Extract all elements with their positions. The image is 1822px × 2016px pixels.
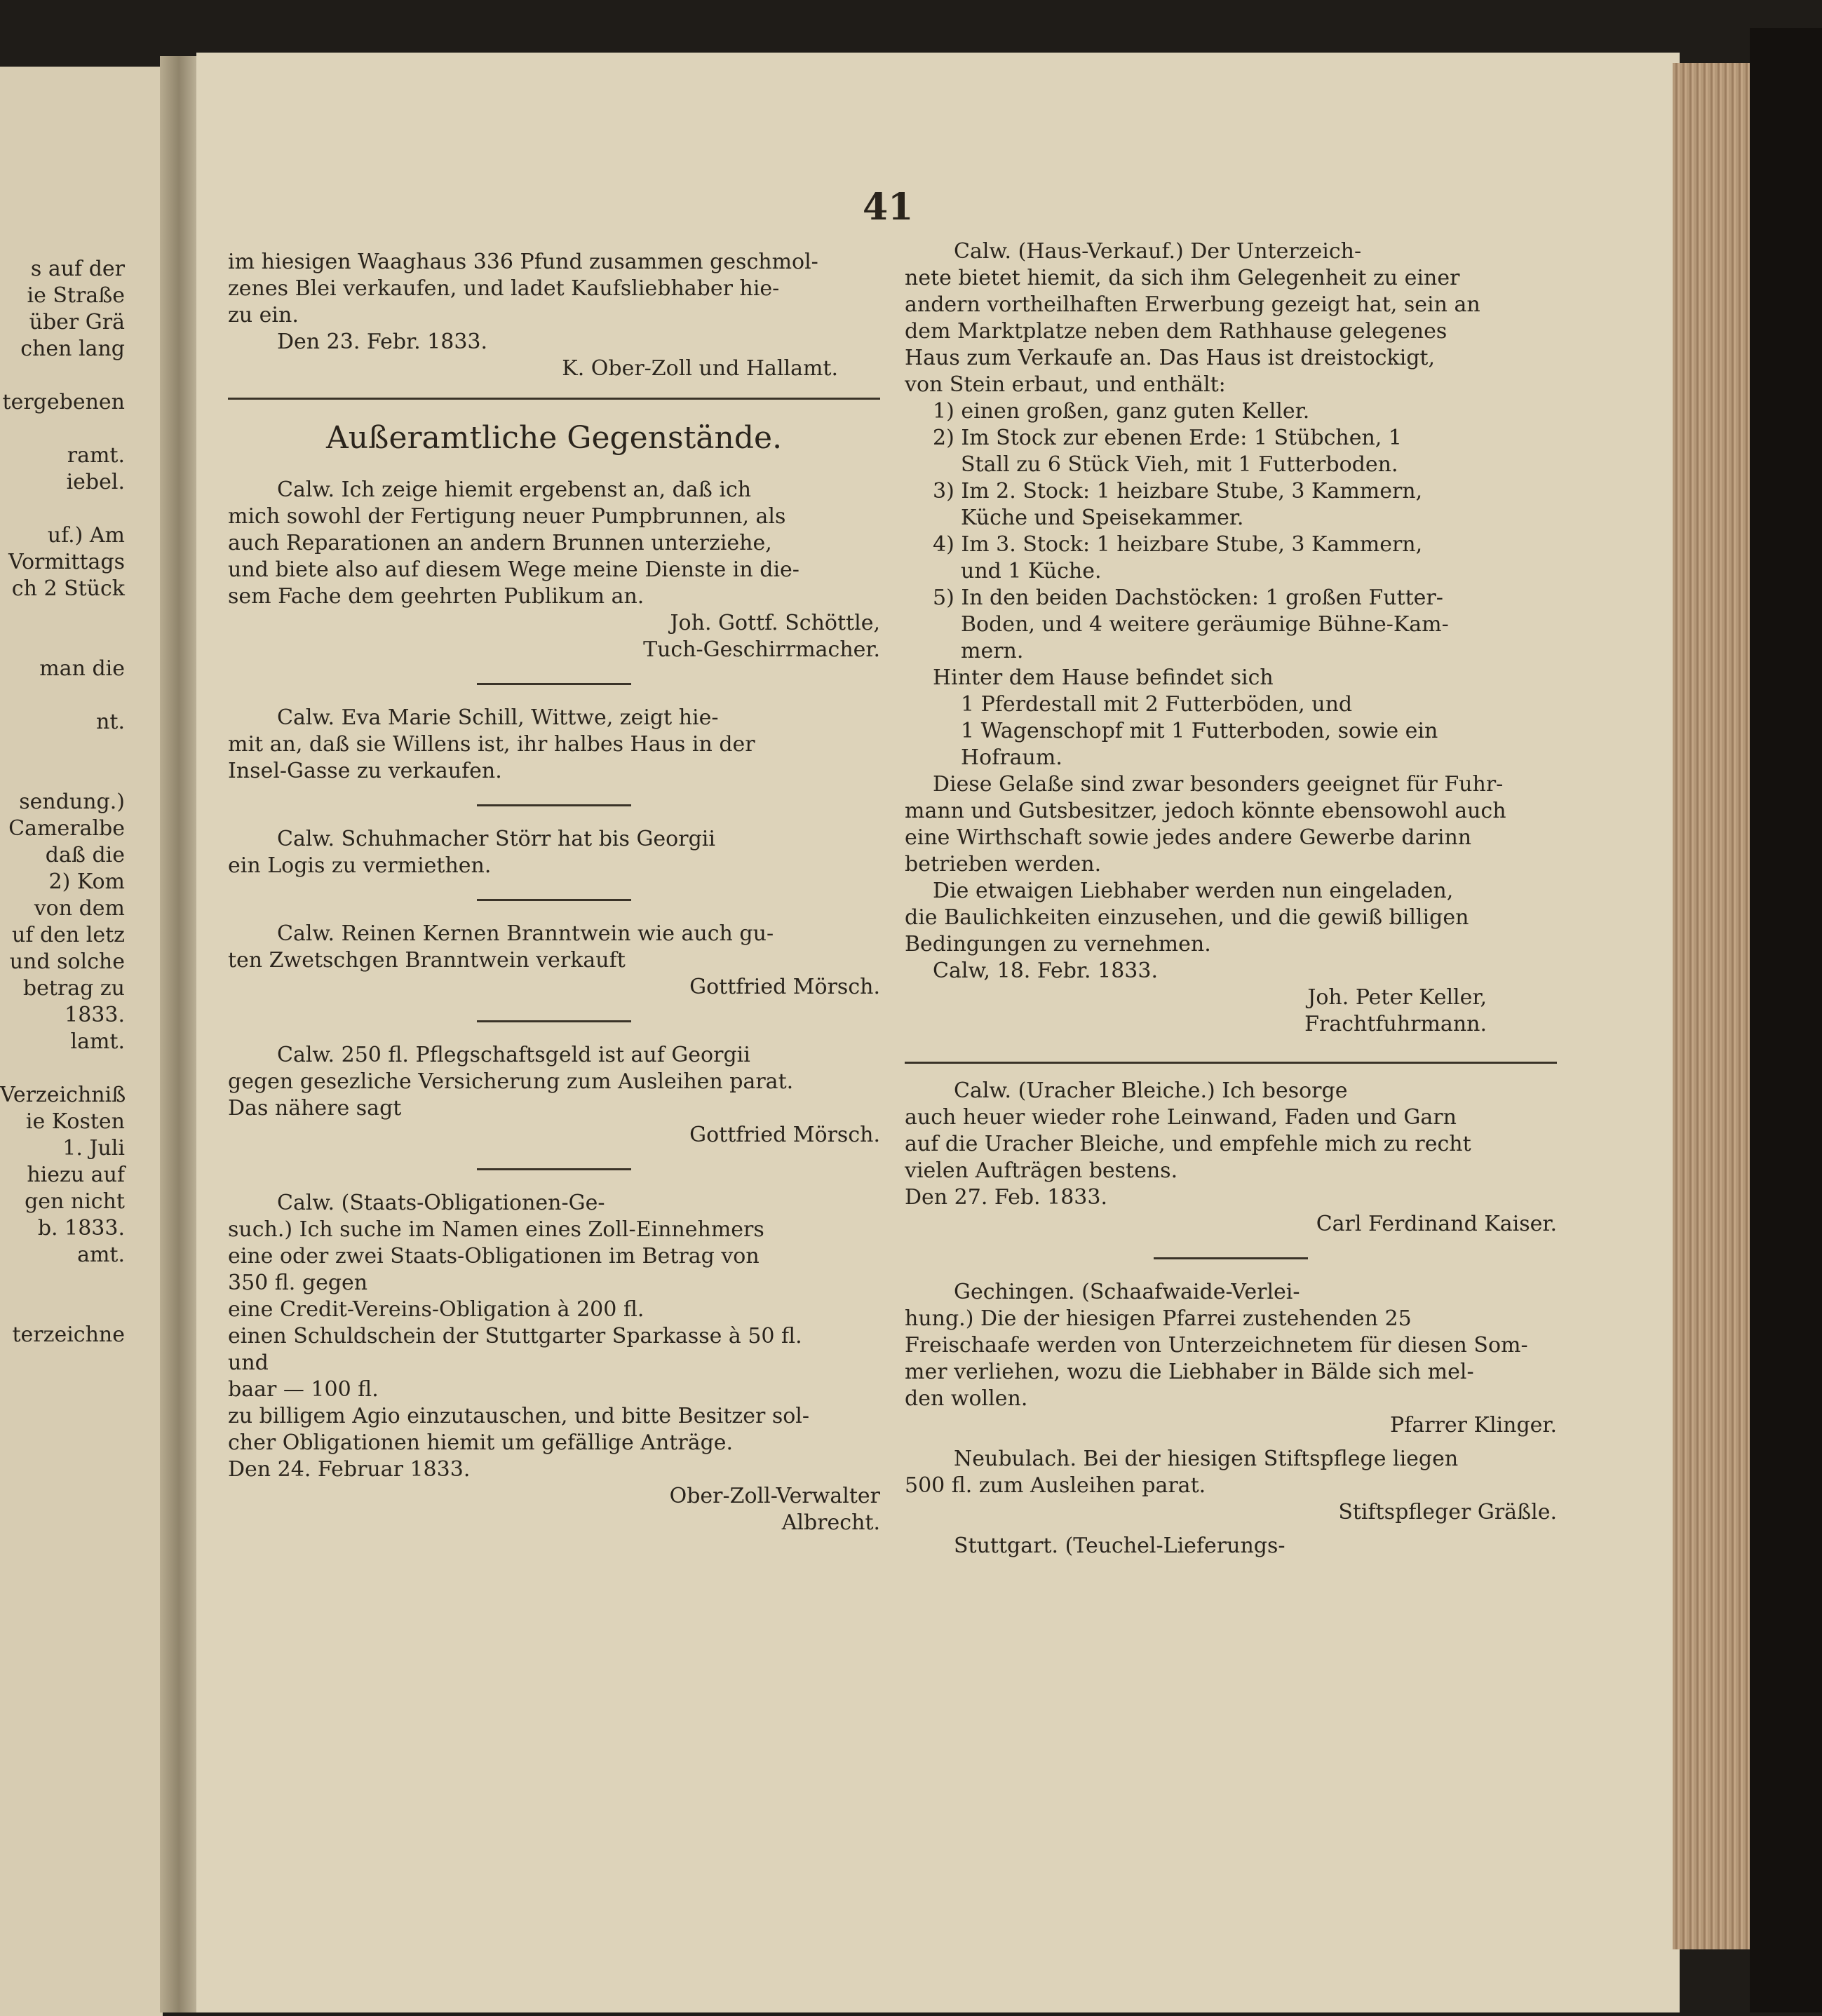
ad-text-line: auch Reparationen an andern Brunnen unterziehe, (228, 531, 772, 555)
left-fragment-line: gen nicht (25, 1189, 125, 1214)
ad-signature: Pfarrer Klinger. (1390, 1413, 1557, 1437)
ad-signature: Stiftspfleger Gräßle. (1338, 1500, 1557, 1524)
left-fragment-line: über Grä (29, 310, 125, 334)
left-fragment-line: von dem (34, 896, 125, 921)
left-fragment-line (0, 629, 125, 656)
list-item: 4) Im 3. Stock: 1 heizbare Stube, 3 Kammern, (933, 532, 1423, 557)
ad-signature: Carl Ferdinand Kaiser. (1316, 1212, 1557, 1236)
advertisement (905, 1078, 1557, 1238)
ad-text-line: Insel-Gasse zu verkaufen. (228, 759, 502, 783)
ad-text-line: Gechingen. (Schaafwaide-Verlei- (954, 1280, 1300, 1304)
left-fragment-line: chen lang (20, 337, 125, 361)
ad-signature: Ober-Zoll-Verwalter (669, 1484, 880, 1508)
ad-text-line: andern vortheilhaften Erwerbung gezeigt hat, sein an (905, 292, 1480, 317)
book-gutter (160, 56, 202, 2012)
advertisement (905, 1533, 1557, 1560)
ad-divider (477, 683, 631, 685)
ad-text-line: sem Fache dem geehrten Publikum an. (228, 584, 645, 609)
ad-text-line: 350 fl. gegen (228, 1271, 368, 1295)
text-line: zenes Blei verkaufen, und ladet Kaufsliebhaber hie- (228, 276, 780, 301)
ad-text-line: mann und Gutsbesitzer, jedoch könnte ebensowohl auch (905, 799, 1506, 823)
left-fragment-line (0, 682, 125, 709)
ad-text-line: mit an, daß sie Willens ist, ihr halbes Haus in der (228, 732, 755, 757)
ad-text-line: betrieben werden. (905, 852, 1102, 877)
ad-signature: Tuch-Geschirrmacher. (643, 637, 880, 662)
left-fragment-line: ch 2 Stück (11, 576, 125, 601)
ad-signature: Gottfried Mörsch. (689, 975, 880, 999)
ad-signature: Frachtfuhrmann. (1304, 1012, 1487, 1036)
text-line: zu ein. (228, 303, 299, 327)
intro-notice (228, 249, 880, 382)
left-fragment-line (0, 762, 125, 789)
ad-text-line: baar — 100 fl. (228, 1377, 379, 1402)
left-fragment-line: tergebenen (2, 390, 125, 414)
ad-text-line: Stuttgart. (Teuchel-Lieferungs- (954, 1534, 1285, 1558)
advertisement (228, 477, 880, 663)
left-fragment-line: und solche (9, 949, 125, 974)
left-fragment-line: hiezu auf (27, 1163, 125, 1187)
ad-text-line: den wollen. (905, 1386, 1028, 1411)
ad-divider (1154, 1257, 1308, 1259)
ads-list-left (228, 477, 880, 1536)
ad-text-line: die Baulichkeiten einzusehen, und die gewiß billigen (905, 905, 1469, 930)
ad-divider (477, 899, 631, 901)
ad-text-line: ten Zwetschgen Branntwein verkauft (228, 948, 626, 973)
advertisement (228, 1042, 880, 1149)
left-fragment-line: Verzeichniß (0, 1083, 126, 1107)
ad-text-line: Bedingungen zu vernehmen. (905, 932, 1211, 956)
ad-divider (477, 1168, 631, 1170)
left-page (0, 67, 163, 2016)
ad-text-line: von Stein erbaut, und enthält: (905, 372, 1226, 397)
ad-text-line: Calw. Ich zeige hiemit ergebenst an, daß ich (277, 478, 752, 502)
ad-text-line: Calw. Eva Marie Schill, Wittwe, zeigt hie- (277, 705, 719, 730)
advertisement (905, 1279, 1557, 1439)
ad-text-line: eine Credit-Vereins-Obligation à 200 fl. (228, 1297, 645, 1322)
section-divider (905, 1062, 1557, 1064)
ad-text-line: Das nähere sagt (228, 1096, 402, 1121)
left-fragment-line (0, 1295, 125, 1322)
ad-divider (477, 1020, 631, 1022)
left-fragment-line: uf den letz (12, 923, 125, 947)
left-fragment-line: 2) Kom (48, 870, 125, 894)
ad-text-line: Calw. 250 fl. Pflegschaftsgeld ist auf Georgii (277, 1043, 750, 1067)
ad-text-line: Neubulach. Bei der hiesigen Stiftspflege liegen (954, 1447, 1459, 1471)
left-fragment-line: terzeichne (12, 1322, 125, 1347)
ad-text-line: eine Wirthschaft sowie jedes andere Gewerbe darinn (905, 825, 1472, 850)
ad-text-line: Calw. Schuhmacher Störr hat bis Georgii (277, 827, 715, 851)
ad-text-line: zu billigem Agio einzutauschen, und bitte Besitzer sol- (228, 1404, 810, 1428)
ad-text-line: und (228, 1351, 269, 1375)
ad-text-line: Calw. Reinen Kernen Branntwein wie auch gu- (277, 921, 774, 946)
left-fragment-line: s auf der (30, 257, 125, 281)
column-left (228, 249, 880, 1543)
left-fragment-line (0, 496, 125, 522)
ad-text-line: Hinter dem Hause befindet sich (933, 665, 1274, 690)
left-fragment-line: 1833. (65, 1003, 125, 1027)
section-divider (228, 398, 880, 400)
left-fragment-line (0, 1055, 125, 1082)
ad-text-line: Calw. (Staats-Obligationen-Ge- (277, 1191, 605, 1215)
list-item: 3) Im 2. Stock: 1 heizbare Stube, 3 Kammern, (933, 479, 1423, 503)
ad-text-line: 1 Wagenschopf mit 1 Futterboden, sowie ein (961, 719, 1438, 743)
left-fragment-line: nt. (96, 710, 125, 734)
left-fragment-line (0, 363, 125, 389)
ad-text-line: such.) Ich suche im Namen eines Zoll-Einnehmers (228, 1217, 764, 1242)
left-fragment-line: amt. (77, 1243, 125, 1267)
ad-text-line: vielen Aufträgen bestens. (905, 1158, 1178, 1183)
left-fragment-line: man die (39, 656, 125, 681)
ad-text-line: auf die Uracher Bleiche, und empfehle mich zu recht (905, 1132, 1471, 1156)
ad-text-line: hung.) Die der hiesigen Pfarrei zustehenden 25 (905, 1306, 1412, 1331)
left-fragment-line (0, 1269, 125, 1295)
left-fragment-line (0, 416, 125, 442)
ad-text-line: nete bietet hiemit, da sich ihm Gelegenheit zu einer (905, 266, 1460, 290)
ad-text-line: dem Marktplatze neben dem Rathhause gelegenes (905, 319, 1448, 344)
ad-text-line: einen Schuldschein der Stuttgarter Sparkasse à 50 fl. (228, 1324, 802, 1348)
ad-text-line: Calw, 18. Febr. 1833. (933, 959, 1159, 983)
ad-text-line: 500 fl. zum Ausleihen parat. (905, 1473, 1206, 1498)
advertisement (905, 1446, 1557, 1526)
text-line: im hiesigen Waaghaus 336 Pfund zusammen geschmol- (228, 250, 818, 274)
ad-signature: Joh. Gottf. Schöttle, (670, 611, 880, 635)
ad-text-line: Diese Gelaße sind zwar besonders geeignet für Fuhr- (933, 772, 1504, 797)
ad-text-line: mich sowohl der Fertigung neuer Pumpbrunnen, als (228, 504, 786, 529)
ad-haus-verkauf (905, 238, 1557, 1038)
ad-text-line: gegen gesezliche Versicherung zum Ausleihen parat. (228, 1069, 794, 1094)
ad-text-line: ein Logis zu vermiethen. (228, 853, 492, 878)
page-number: 41 (863, 186, 914, 229)
left-fragment-line: iebel. (66, 470, 125, 494)
list-item: Stall zu 6 Stück Vieh, mit 1 Futterboden. (961, 452, 1398, 477)
list-item: 5) In den beiden Dachstöcken: 1 großen Futter- (933, 586, 1443, 610)
ad-text-line: Calw. (Haus-Verkauf.) Der Unterzeich- (954, 239, 1362, 264)
ad-text-line: Hofraum. (961, 745, 1062, 770)
left-fragment-line: betrag zu (22, 976, 125, 1001)
ad-text-line: Calw. (Uracher Bleiche.) Ich besorge (954, 1078, 1348, 1103)
list-item: 2) Im Stock zur ebenen Erde: 1 Stübchen, 1 (933, 426, 1402, 450)
ad-signature: Joh. Peter Keller, (1307, 985, 1487, 1010)
left-fragment-line: ie Kosten (25, 1109, 125, 1134)
advertisement (228, 705, 880, 785)
background-shadow (1750, 28, 1822, 2012)
list-item: mern. (961, 639, 1024, 663)
page-edges (1673, 63, 1750, 1949)
list-item: Küche und Speisekammer. (961, 506, 1244, 530)
left-fragment-line: lamt. (70, 1029, 125, 1054)
left-fragment-line: ie Straße (27, 283, 125, 308)
left-fragment-line: Vormittags (8, 550, 125, 574)
ad-signature: Albrecht. (781, 1510, 880, 1535)
section-heading: Außeramtliche Gegenstände. (325, 420, 783, 456)
advertisement (228, 1190, 880, 1536)
ad-text-line: auch heuer wieder rohe Leinwand, Faden und Garn (905, 1105, 1457, 1130)
left-fragment-line (0, 602, 125, 629)
ad-text-line: und biete also auf diesem Wege meine Dienste in die- (228, 557, 799, 582)
left-fragment-line: uf.) Am (47, 523, 125, 548)
advertisement (228, 921, 880, 1001)
ad-signature: Gottfried Mörsch. (689, 1123, 880, 1147)
ad-text-line: Freischaafe werden von Unterzeichnetem für diesen Som- (905, 1333, 1528, 1358)
column-right (905, 238, 1557, 1567)
ad-text-line: cher Obligationen hiemit um gefällige Anträge. (228, 1430, 734, 1455)
left-fragment-line: 1. Juli (62, 1136, 125, 1161)
left-fragment-line: sendung.) (19, 790, 125, 814)
ad-text-line: mer verliehen, wozu die Liebhaber in Bälde sich mel- (905, 1360, 1474, 1384)
ad-text-line: eine oder zwei Staats-Obligationen im Betrag von (228, 1244, 760, 1269)
ad-text-line: Die etwaigen Liebhaber werden nun eingeladen, (933, 879, 1454, 903)
ad-text-line: Den 27. Feb. 1833. (905, 1185, 1107, 1210)
ads-list-right (905, 1078, 1557, 1560)
left-fragment-line: b. 1833. (37, 1216, 125, 1240)
advertisement (228, 826, 880, 879)
notice-date: Den 23. Febr. 1833. (277, 330, 488, 354)
ad-text-line: 1 Pferdestall mit 2 Futterböden, und (961, 692, 1353, 717)
list-item: Boden, und 4 weitere geräumige Bühne-Kam- (961, 612, 1449, 637)
list-item: 1) einen großen, ganz guten Keller. (933, 399, 1310, 424)
left-page-text-fragments (0, 256, 125, 1348)
left-fragment-line: daß die (45, 843, 125, 867)
notice-signature: K. Ober-Zoll und Hallamt. (562, 356, 838, 381)
ad-text-line: Haus zum Verkaufe an. Das Haus ist dreistockigt, (905, 346, 1436, 370)
left-fragment-line: Cameralbe (8, 816, 125, 841)
left-fragment-line (0, 736, 125, 762)
ad-divider (477, 804, 631, 806)
ad-text-line: Den 24. Februar 1833. (228, 1457, 471, 1482)
list-item: und 1 Küche. (961, 559, 1102, 583)
left-fragment-line: ramt. (67, 443, 125, 468)
